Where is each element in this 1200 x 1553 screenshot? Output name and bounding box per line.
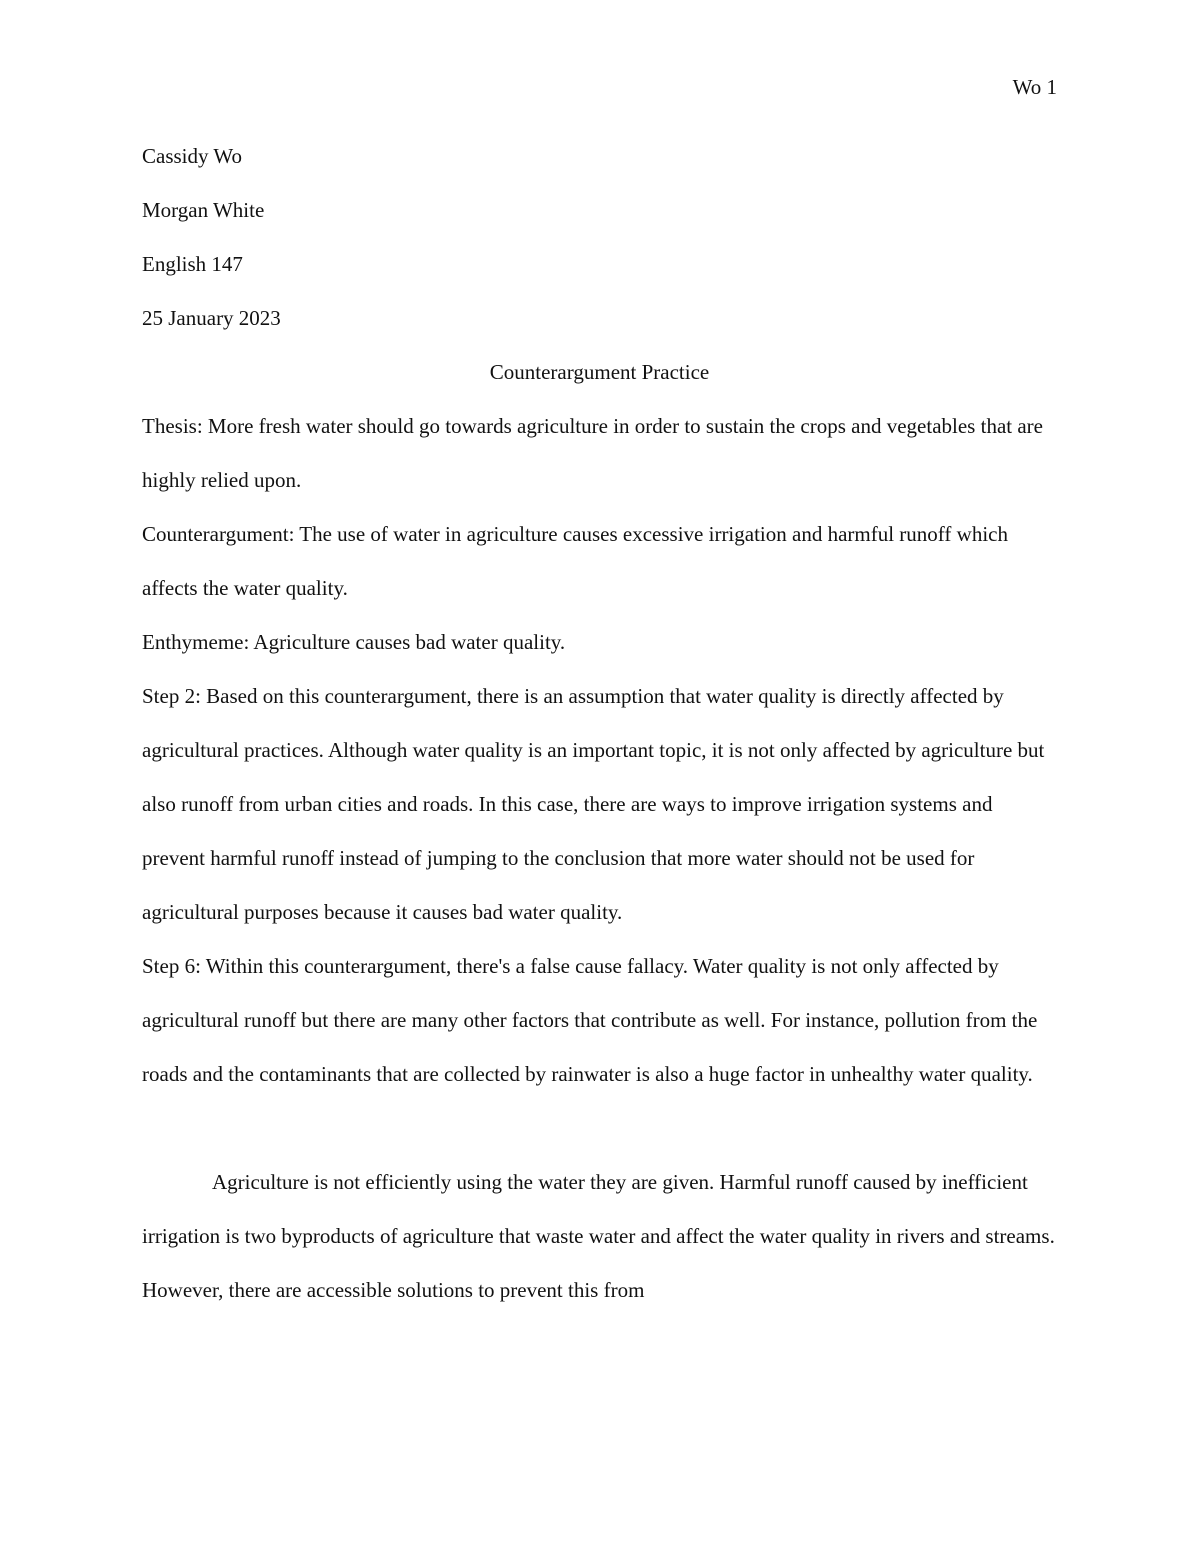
thesis-statement: Thesis: More fresh water should go towards agriculture in order to sustain the crops and vegetables that are highly relied upon.: [142, 414, 1043, 492]
instructor-name: Morgan White: [142, 198, 265, 222]
document-title: Counterargument Practice: [489, 360, 710, 384]
course-name: English 147: [142, 252, 243, 276]
paragraph-spacer: [142, 1101, 1057, 1155]
step-6-analysis: Step 6: Within this counterargument, there's a false cause fallacy. Water quality is not only affected by agricultural runoff but there are many other factors that contribute as well. For instance, pollution from the roads and the contaminants that are collected by rainwater is also a huge factor in unhealthy water quality.: [142, 954, 1038, 1086]
document-date: 25 January 2023: [142, 306, 281, 330]
document-content: [142, 129, 1057, 1317]
step-2-analysis: Step 2: Based on this counterargument, there is an assumption that water quality is directly affected by agricultural practices. Although water quality is an important topic, it is not only affected by agriculture but also runoff from urban cities and roads. In this case, there are ways to improve irrigation systems and prevent harmful runoff instead of jumping to the conclusion that more water should not be used for agricultural purposes because it causes bad water quality.: [142, 684, 1045, 924]
enthymeme-statement: Enthymeme: Agriculture causes bad water quality.: [142, 630, 566, 654]
counterargument-statement: Counterargument: The use of water in agriculture causes excessive irrigation and harmful runoff which affects the water quality.: [142, 522, 1008, 600]
body-paragraph: Agriculture is not efficiently using the water they are given. Harmful runoff caused by inefficient irrigation is two byproducts of agriculture that waste water and affect the water quality in rivers and streams. However, there are accessible solutions to prevent this from: [142, 1170, 1055, 1302]
running-header-page-label: Wo 1: [1012, 75, 1057, 99]
author-name: Cassidy Wo: [142, 144, 243, 168]
